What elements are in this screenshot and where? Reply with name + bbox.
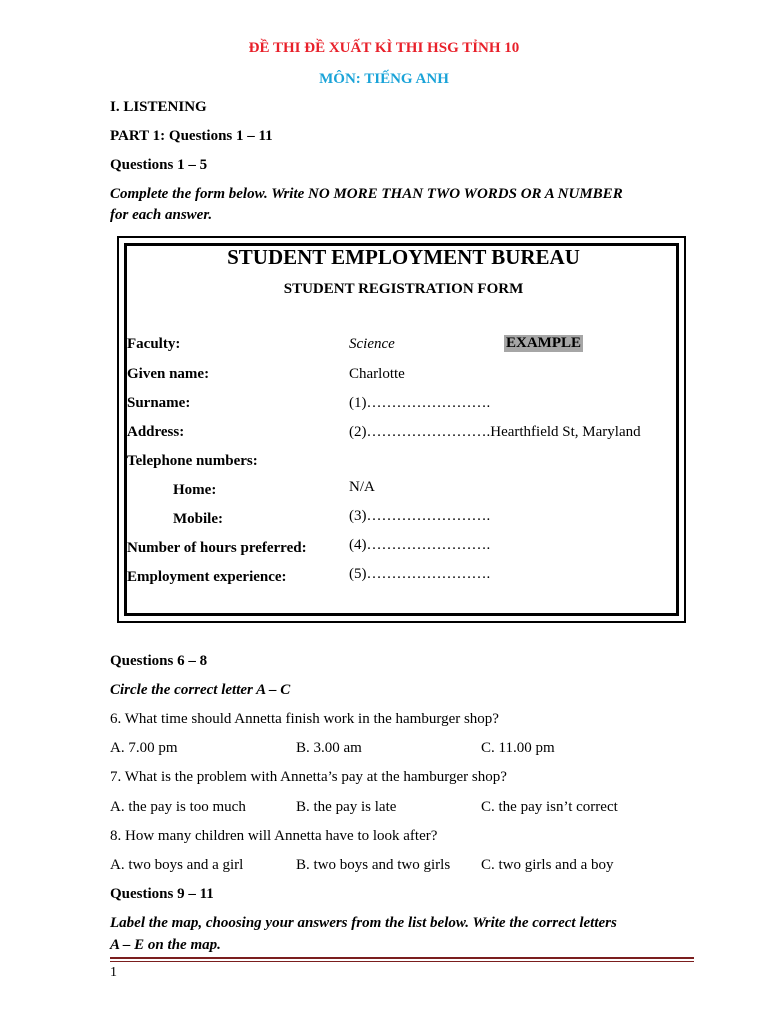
questions-9-11-instruction-line2: A – E on the map. [110, 937, 221, 953]
questions-6-8-heading: Questions 6 – 8 [110, 653, 208, 669]
form-label-experience: Employment experience: [127, 569, 287, 585]
form-value-hours: (4)……………………. [349, 537, 491, 553]
form-label-mobile: Mobile: [173, 511, 223, 527]
question-7: 7. What is the problem with Annetta’s pay at the hamburger shop? [110, 769, 507, 785]
footer-rule [110, 957, 694, 959]
form-value-experience: (5)……………………. [349, 566, 491, 582]
question-8: 8. How many children will Annetta have to look after? [110, 828, 438, 844]
question-7-option-a: A. the pay is too much [110, 799, 246, 815]
form-label-hours: Number of hours preferred: [127, 540, 307, 556]
form-subtitle: STUDENT REGISTRATION FORM [283, 281, 524, 297]
form-value-address: (2)…………………….Hearthfield St, Maryland [349, 424, 641, 440]
form-value-faculty: Science [349, 336, 395, 352]
questions-1-5-instruction-line1: Complete the form below. Write NO MORE THAN TWO WORDS OR A NUMBER [110, 186, 623, 202]
question-7-option-b: B. the pay is late [296, 799, 397, 815]
questions-1-5-instruction-line2: for each answer. [110, 207, 213, 223]
exam-title: ĐỀ THI ĐỀ XUẤT KÌ THI HSG TỈNH 10 [248, 40, 520, 56]
form-value-home: N/A [349, 479, 375, 495]
questions-1-5-heading: Questions 1 – 5 [110, 157, 208, 173]
form-value-given-name: Charlotte [349, 366, 405, 382]
exam-subject: MÔN: TIẾNG ANH [319, 71, 449, 87]
example-badge: EXAMPLE [506, 335, 581, 351]
form-title: STUDENT EMPLOYMENT BUREAU [227, 245, 580, 269]
form-label-given-name: Given name: [127, 366, 210, 382]
questions-9-11-heading: Questions 9 – 11 [110, 886, 214, 902]
page-number: 1 [110, 965, 117, 980]
form-label-faculty: Faculty: [127, 336, 181, 352]
question-6-option-c: C. 11.00 pm [481, 740, 555, 756]
question-6: 6. What time should Annetta finish work in the hamburger shop? [110, 711, 499, 727]
form-label-address: Address: [127, 424, 185, 440]
question-8-option-c: C. two girls and a boy [481, 857, 614, 873]
question-8-option-a: A. two boys and a girl [110, 857, 244, 873]
part-heading: PART 1: Questions 1 – 11 [110, 128, 273, 144]
footer-rule-thin [110, 961, 694, 962]
form-label-surname: Surname: [127, 395, 191, 411]
form-label-home: Home: [173, 482, 217, 498]
questions-6-8-instruction: Circle the correct letter A – C [110, 682, 291, 698]
form-label-telephone: Telephone numbers: [127, 453, 258, 469]
question-8-option-b: B. two boys and two girls [296, 857, 451, 873]
section-heading: I. LISTENING [110, 99, 207, 115]
form-value-mobile: (3)……………………. [349, 508, 491, 524]
question-6-option-b: B. 3.00 am [296, 740, 362, 756]
questions-9-11-instruction-line1: Label the map, choosing your answers from the list below. Write the correct letters [110, 915, 617, 931]
question-6-option-a: A. 7.00 pm [110, 740, 178, 756]
registration-form-box [117, 236, 686, 623]
question-7-option-c: C. the pay isn’t correct [481, 799, 618, 815]
form-value-surname: (1)……………………. [349, 395, 491, 411]
